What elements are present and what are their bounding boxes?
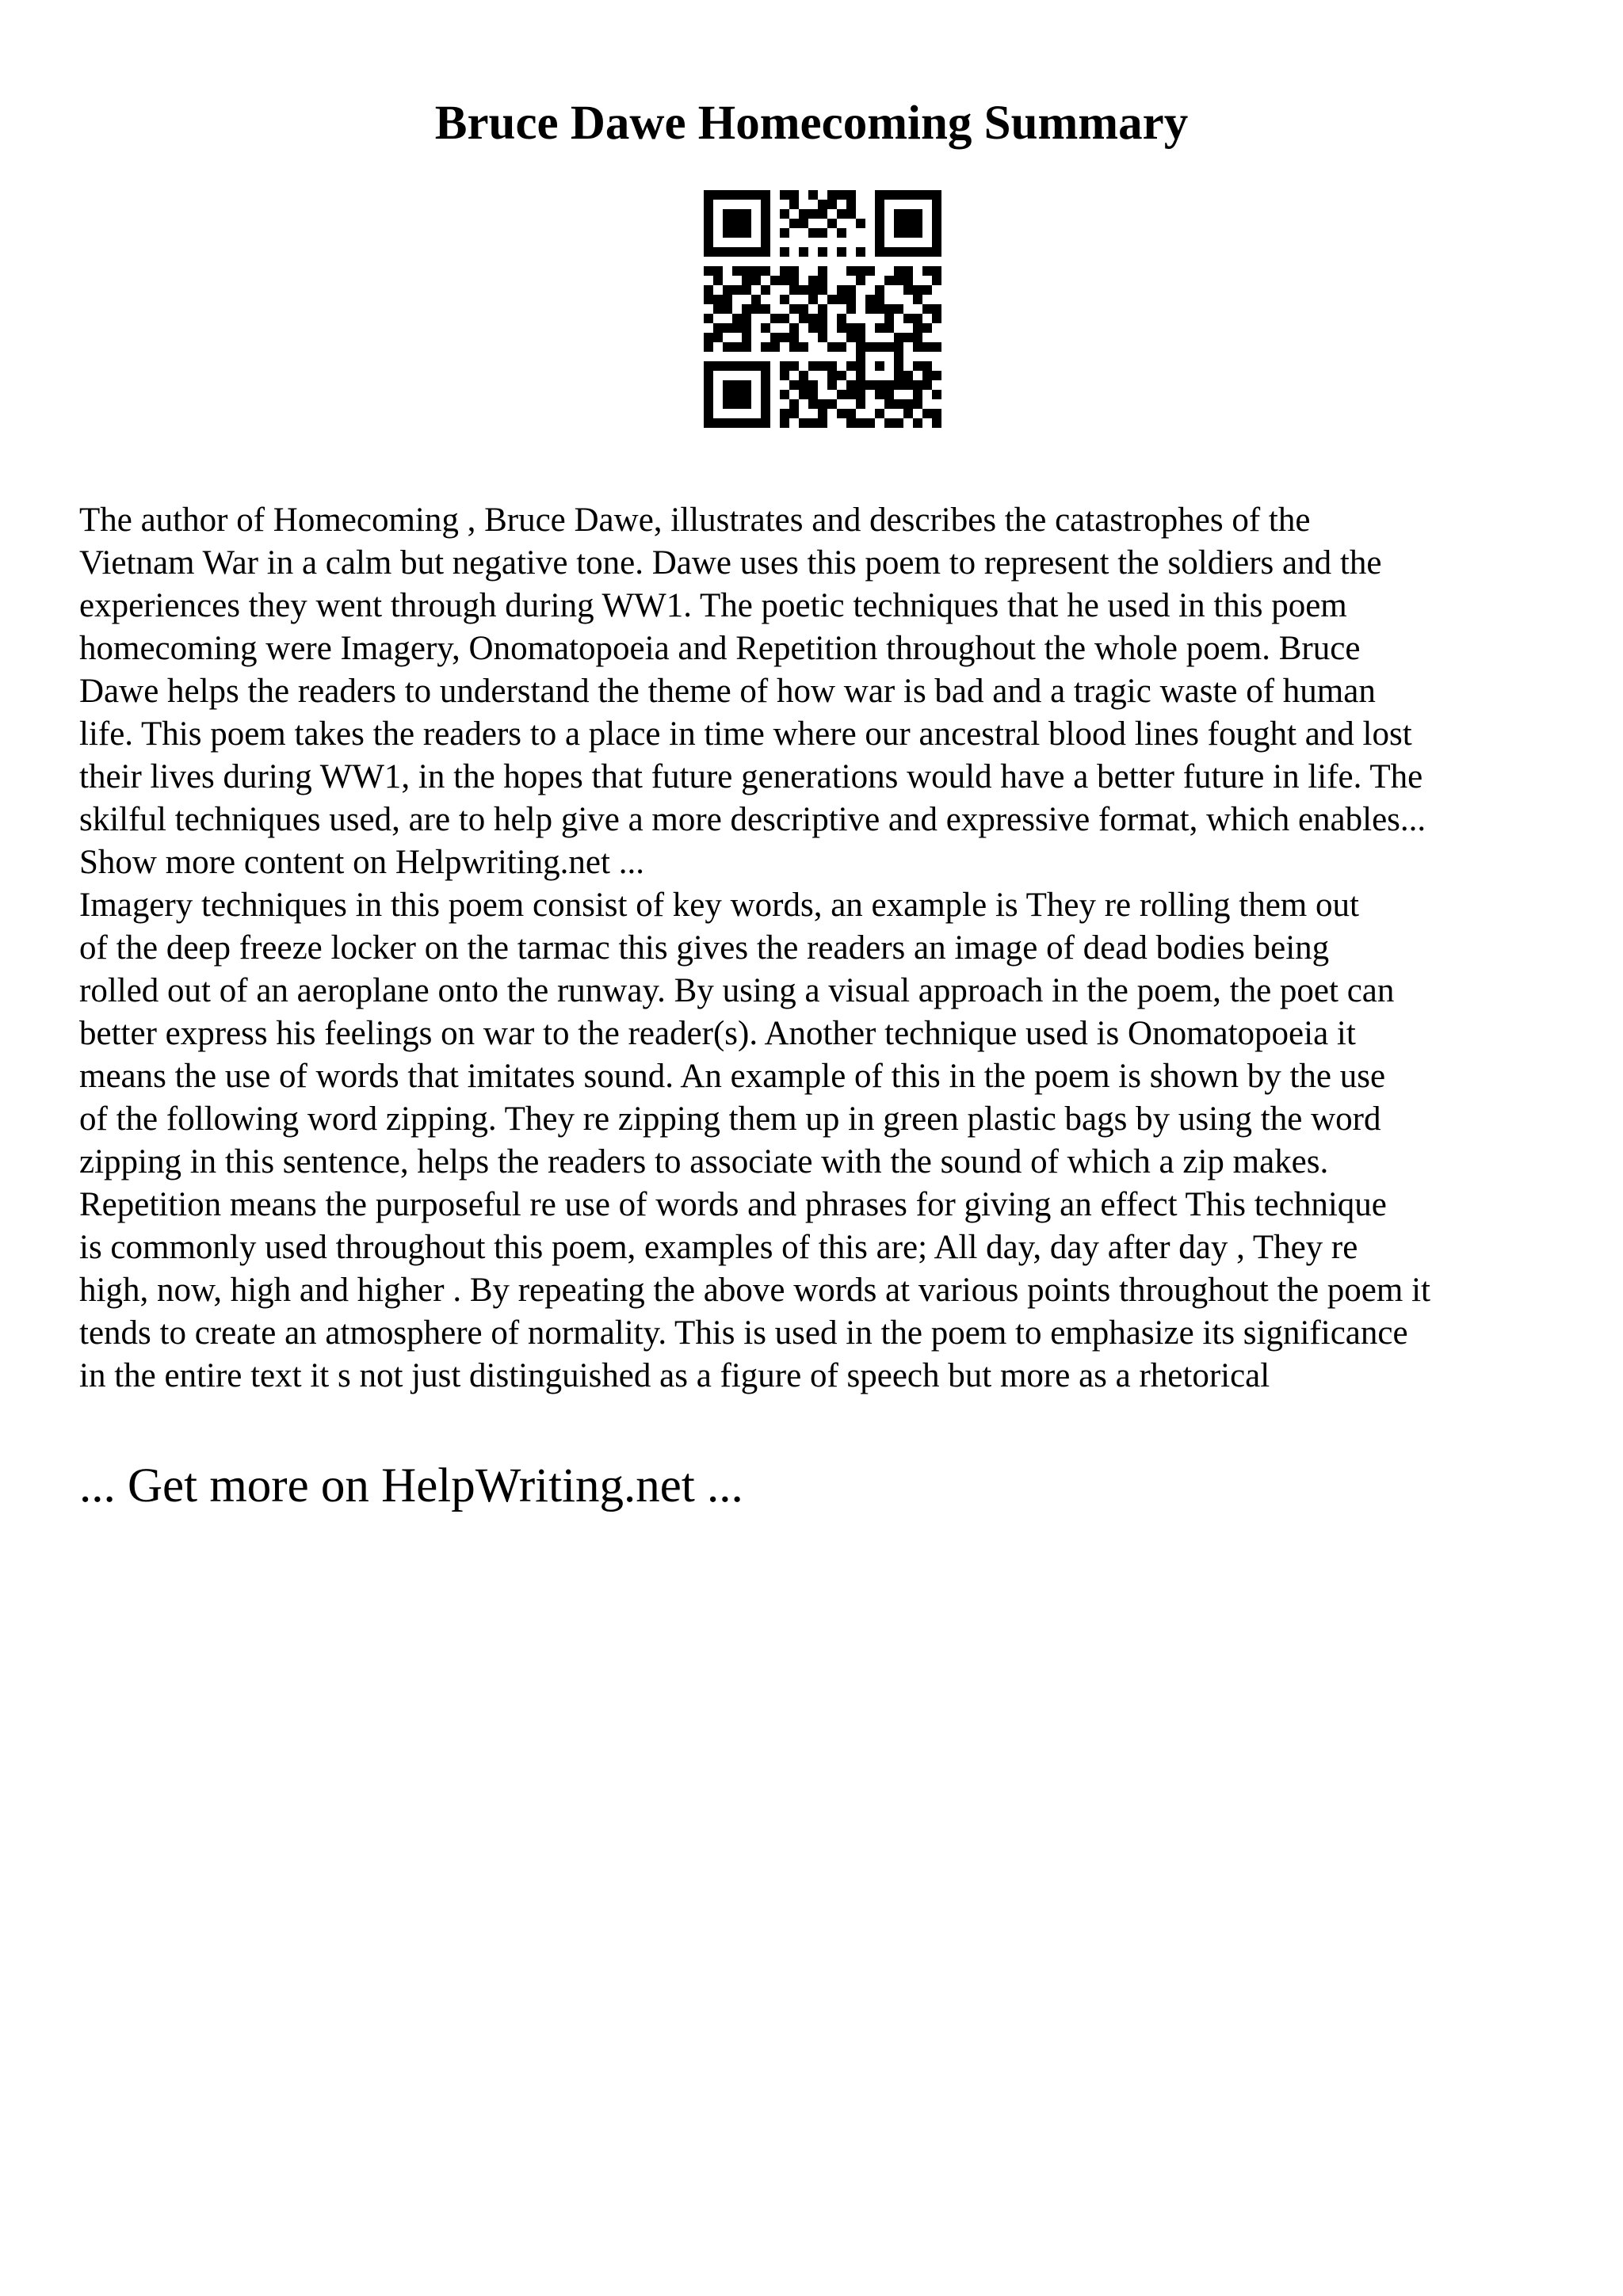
body-text-line: rolled out of an aeroplane onto the runway. By using a visual approach in the poem, the poet can: [79, 972, 1395, 1009]
body-text-line: life. This poem takes the readers to a place in time where our ancestral blood lines fought and lost: [79, 715, 1412, 753]
qr-code-graphic: [704, 190, 941, 428]
body-text-line: Imagery techniques in this poem consist of key words, an example is They re rolling them out: [79, 887, 1359, 924]
body-text-line: experiences they went through during WW1. The poetic techniques that he used in this poem: [79, 587, 1347, 624]
qr-code-icon: [704, 190, 941, 428]
body-text-line: Dawe helps the readers to understand the theme of how war is bad and a tragic waste of human: [79, 673, 1376, 710]
article-body: [79, 499, 1577, 1398]
body-text-line: their lives during WW1, in the hopes that future generations would have a better future in life. The: [79, 758, 1423, 795]
body-text-line: The author of Homecoming , Bruce Dawe, illustrates and describes the catastrophes of the: [79, 502, 1311, 539]
body-text-line: Show more content on Helpwriting.net ...: [79, 844, 644, 881]
body-text-line: tends to create an atmosphere of normality. This is used in the poem to emphasize its significance: [79, 1314, 1408, 1352]
body-text-line: Vietnam War in a calm but negative tone. Dawe uses this poem to represent the soldiers and the: [79, 544, 1382, 582]
body-text-line: homecoming were Imagery, Onomatopoeia and Repetition throughout the whole poem. Bruce: [79, 630, 1361, 667]
body-text-line: skilful techniques used, are to help give a more descriptive and expressive format, which enables...: [79, 801, 1426, 838]
page-title: Bruce Dawe Homecoming Summary: [434, 97, 1189, 150]
body-text-line: of the deep freeze locker on the tarmac this gives the readers an image of dead bodies being: [79, 929, 1330, 967]
body-text-line: Repetition means the purposeful re use of words and phrases for giving an effect This technique: [79, 1186, 1387, 1223]
body-text-line: high, now, high and higher . By repeating the above words at various points throughout the poem it: [79, 1272, 1430, 1309]
body-text-line: means the use of words that imitates sound. An example of this in the poem is shown by the use: [79, 1058, 1386, 1095]
body-text-line: is commonly used throughout this poem, examples of this are; All day, day after day , They re: [79, 1229, 1358, 1266]
body-text-line: in the entire text it s not just distinguished as a figure of speech but more as a rhetorical: [79, 1357, 1270, 1394]
body-text-line: of the following word zipping. They re zipping them up in green plastic bags by using the word: [79, 1100, 1381, 1138]
get-more-link[interactable]: ... Get more on HelpWriting.net ...: [79, 1459, 743, 1512]
body-text-line: zipping in this sentence, helps the readers to associate with the sound of which a zip makes.: [79, 1143, 1329, 1180]
body-text-line: better express his feelings on war to the reader(s). Another technique used is Onomatopoeia it: [79, 1015, 1356, 1052]
